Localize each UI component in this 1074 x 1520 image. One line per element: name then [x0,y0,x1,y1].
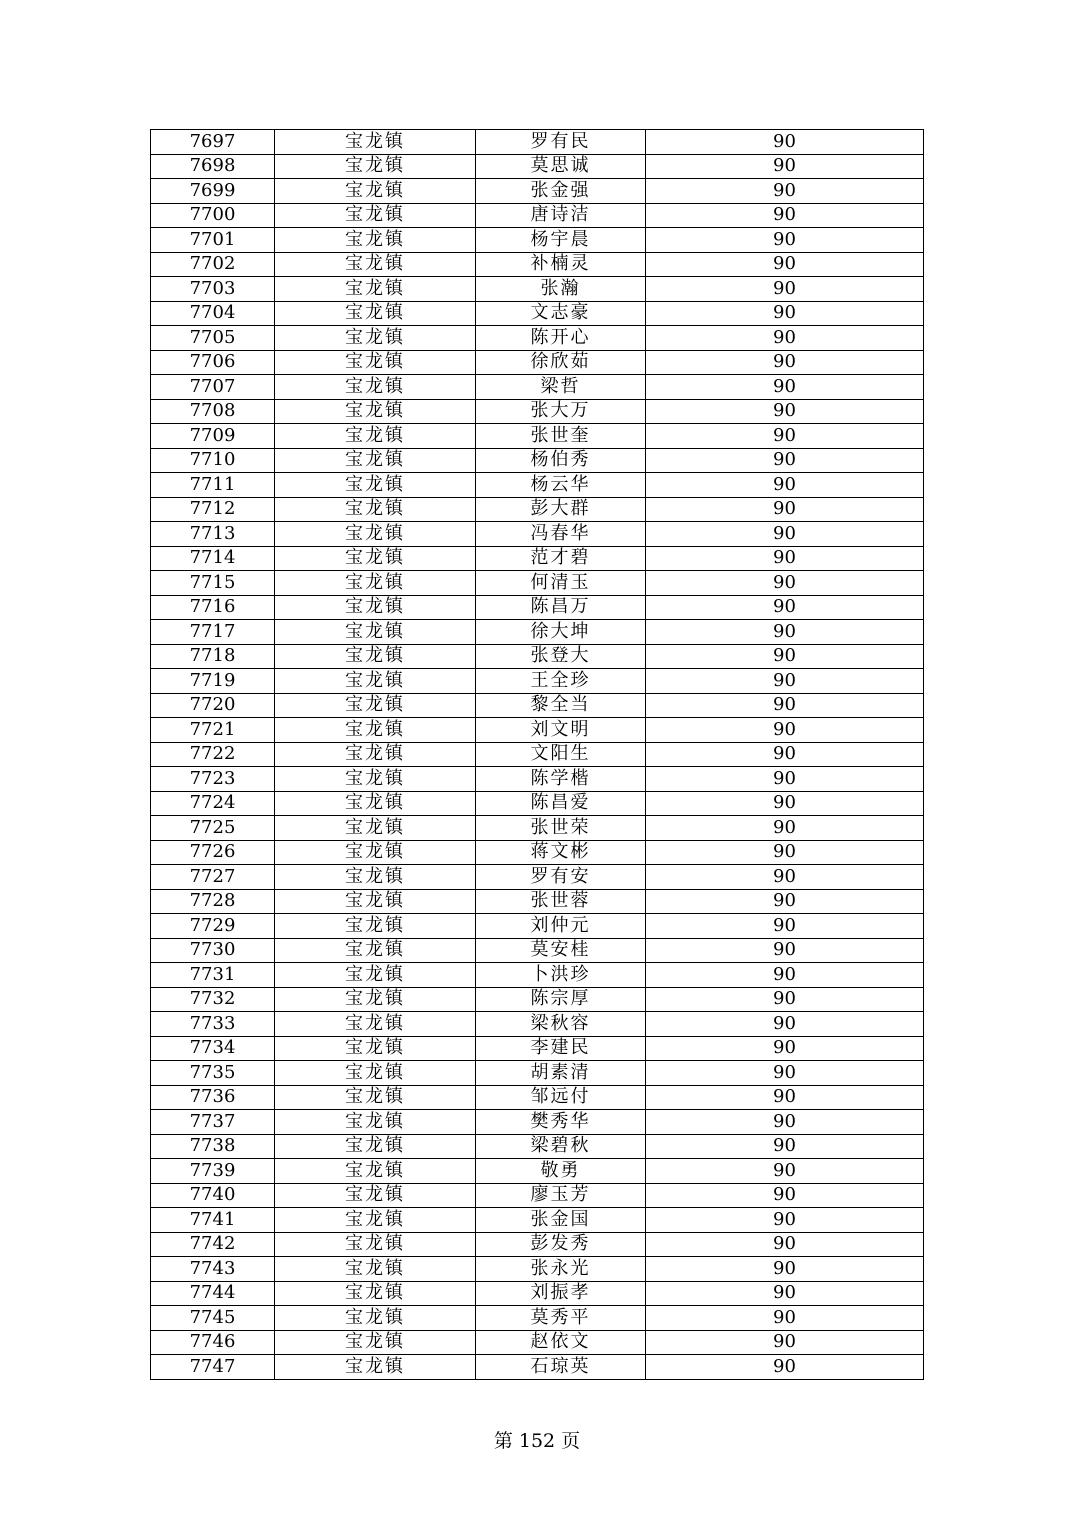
serial-number-cell: 7721 [151,718,275,743]
serial-number-cell: 7707 [151,375,275,400]
name-cell: 刘文明 [476,718,646,743]
town-cell: 宝龙镇 [275,1085,476,1110]
town-cell: 宝龙镇 [275,1306,476,1331]
serial-number-cell: 7700 [151,203,275,228]
table-row [151,546,924,571]
serial-number-cell: 7745 [151,1306,275,1331]
name-cell: 徐大坤 [476,620,646,645]
table-row [151,448,924,473]
name-cell: 陈昌万 [476,595,646,620]
serial-number-cell: 7729 [151,914,275,939]
serial-number-cell: 7738 [151,1134,275,1159]
amount-cell: 90 [646,1061,924,1086]
name-cell: 莫安桂 [476,938,646,963]
town-cell: 宝龙镇 [275,767,476,792]
amount-cell: 90 [646,620,924,645]
serial-number-cell: 7728 [151,889,275,914]
table-row [151,1257,924,1282]
name-cell: 刘振孝 [476,1281,646,1306]
amount-cell: 90 [646,963,924,988]
town-cell: 宝龙镇 [275,1134,476,1159]
amount-cell: 90 [646,1085,924,1110]
table-row [151,669,924,694]
town-cell: 宝龙镇 [275,399,476,424]
serial-number-cell: 7699 [151,179,275,204]
table-row [151,693,924,718]
amount-cell: 90 [646,791,924,816]
amount-cell: 90 [646,1257,924,1282]
name-cell: 张永光 [476,1257,646,1282]
town-cell: 宝龙镇 [275,228,476,253]
table-row [151,571,924,596]
amount-cell: 90 [646,1110,924,1135]
amount-cell: 90 [646,1208,924,1233]
town-cell: 宝龙镇 [275,1110,476,1135]
serial-number-cell: 7746 [151,1330,275,1355]
name-cell: 范才碧 [476,546,646,571]
town-cell: 宝龙镇 [275,669,476,694]
town-cell: 宝龙镇 [275,375,476,400]
table-row [151,203,924,228]
serial-number-cell: 7708 [151,399,275,424]
name-cell: 陈学楷 [476,767,646,792]
serial-number-cell: 7736 [151,1085,275,1110]
amount-cell: 90 [646,816,924,841]
name-cell: 冯春华 [476,522,646,547]
amount-cell: 90 [646,375,924,400]
page-number: 第 152 页 [493,1430,581,1452]
table-row [151,1159,924,1184]
serial-number-cell: 7719 [151,669,275,694]
town-cell: 宝龙镇 [275,620,476,645]
serial-number-cell: 7744 [151,1281,275,1306]
town-cell: 宝龙镇 [275,350,476,375]
serial-number-cell: 7704 [151,301,275,326]
serial-number-cell: 7743 [151,1257,275,1282]
records-table-body [151,130,924,1380]
table-row [151,963,924,988]
table-row [151,1330,924,1355]
town-cell: 宝龙镇 [275,130,476,155]
town-cell: 宝龙镇 [275,326,476,351]
town-cell: 宝龙镇 [275,473,476,498]
serial-number-cell: 7725 [151,816,275,841]
amount-cell: 90 [646,473,924,498]
town-cell: 宝龙镇 [275,203,476,228]
name-cell: 唐诗洁 [476,203,646,228]
amount-cell: 90 [646,987,924,1012]
amount-cell: 90 [646,130,924,155]
town-cell: 宝龙镇 [275,1232,476,1257]
serial-number-cell: 7705 [151,326,275,351]
town-cell: 宝龙镇 [275,301,476,326]
serial-number-cell: 7742 [151,1232,275,1257]
serial-number-cell: 7702 [151,252,275,277]
name-cell: 彭发秀 [476,1232,646,1257]
name-cell: 文阳生 [476,742,646,767]
name-cell: 张金国 [476,1208,646,1233]
amount-cell: 90 [646,914,924,939]
name-cell: 陈开心 [476,326,646,351]
name-cell: 敬勇 [476,1159,646,1184]
amount-cell: 90 [646,693,924,718]
amount-cell: 90 [646,546,924,571]
town-cell: 宝龙镇 [275,1036,476,1061]
town-cell: 宝龙镇 [275,1281,476,1306]
town-cell: 宝龙镇 [275,1183,476,1208]
serial-number-cell: 7723 [151,767,275,792]
town-cell: 宝龙镇 [275,914,476,939]
town-cell: 宝龙镇 [275,693,476,718]
town-cell: 宝龙镇 [275,522,476,547]
name-cell: 张金强 [476,179,646,204]
table-row [151,840,924,865]
name-cell: 李建民 [476,1036,646,1061]
serial-number-cell: 7716 [151,595,275,620]
table-row [151,1036,924,1061]
amount-cell: 90 [646,497,924,522]
town-cell: 宝龙镇 [275,865,476,890]
name-cell: 卜洪珍 [476,963,646,988]
town-cell: 宝龙镇 [275,1208,476,1233]
town-cell: 宝龙镇 [275,718,476,743]
town-cell: 宝龙镇 [275,963,476,988]
amount-cell: 90 [646,448,924,473]
amount-cell: 90 [646,350,924,375]
name-cell: 梁碧秋 [476,1134,646,1159]
name-cell: 莫秀平 [476,1306,646,1331]
table-row [151,424,924,449]
table-row [151,1232,924,1257]
table-row [151,865,924,890]
table-row [151,718,924,743]
town-cell: 宝龙镇 [275,1159,476,1184]
table-row [151,179,924,204]
town-cell: 宝龙镇 [275,1330,476,1355]
town-cell: 宝龙镇 [275,840,476,865]
amount-cell: 90 [646,767,924,792]
records-table [150,129,924,1380]
serial-number-cell: 7726 [151,840,275,865]
serial-number-cell: 7731 [151,963,275,988]
serial-number-cell: 7703 [151,277,275,302]
name-cell: 张瀚 [476,277,646,302]
amount-cell: 90 [646,424,924,449]
table-row [151,938,924,963]
name-cell: 张世蓉 [476,889,646,914]
serial-number-cell: 7730 [151,938,275,963]
serial-number-cell: 7737 [151,1110,275,1135]
name-cell: 罗有民 [476,130,646,155]
table-row [151,742,924,767]
amount-cell: 90 [646,840,924,865]
amount-cell: 90 [646,399,924,424]
table-row [151,399,924,424]
town-cell: 宝龙镇 [275,791,476,816]
name-cell: 张世荣 [476,816,646,841]
name-cell: 陈昌爱 [476,791,646,816]
serial-number-cell: 7698 [151,154,275,179]
amount-cell: 90 [646,277,924,302]
name-cell: 罗有安 [476,865,646,890]
serial-number-cell: 7715 [151,571,275,596]
name-cell: 王全珍 [476,669,646,694]
name-cell: 刘仲元 [476,914,646,939]
table-row [151,816,924,841]
name-cell: 梁秋容 [476,1012,646,1037]
table-row [151,595,924,620]
name-cell: 张登大 [476,644,646,669]
serial-number-cell: 7734 [151,1036,275,1061]
amount-cell: 90 [646,938,924,963]
amount-cell: 90 [646,644,924,669]
serial-number-cell: 7747 [151,1355,275,1380]
town-cell: 宝龙镇 [275,546,476,571]
name-cell: 何清玉 [476,571,646,596]
table-row [151,889,924,914]
amount-cell: 90 [646,595,924,620]
town-cell: 宝龙镇 [275,154,476,179]
name-cell: 胡素清 [476,1061,646,1086]
table-row [151,252,924,277]
town-cell: 宝龙镇 [275,252,476,277]
serial-number-cell: 7706 [151,350,275,375]
table-row [151,791,924,816]
table-row [151,497,924,522]
amount-cell: 90 [646,1183,924,1208]
town-cell: 宝龙镇 [275,644,476,669]
serial-number-cell: 7718 [151,644,275,669]
amount-cell: 90 [646,326,924,351]
table-row [151,644,924,669]
town-cell: 宝龙镇 [275,1257,476,1282]
serial-number-cell: 7714 [151,546,275,571]
table-row [151,987,924,1012]
amount-cell: 90 [646,865,924,890]
name-cell: 杨云华 [476,473,646,498]
amount-cell: 90 [646,1012,924,1037]
serial-number-cell: 7717 [151,620,275,645]
serial-number-cell: 7711 [151,473,275,498]
table-row [151,228,924,253]
name-cell: 文志豪 [476,301,646,326]
serial-number-cell: 7735 [151,1061,275,1086]
name-cell: 杨伯秀 [476,448,646,473]
table-row [151,154,924,179]
serial-number-cell: 7732 [151,987,275,1012]
table-row [151,620,924,645]
town-cell: 宝龙镇 [275,497,476,522]
name-cell: 黎全当 [476,693,646,718]
serial-number-cell: 7722 [151,742,275,767]
table-row [151,130,924,155]
town-cell: 宝龙镇 [275,742,476,767]
name-cell: 邹远付 [476,1085,646,1110]
table-row [151,473,924,498]
town-cell: 宝龙镇 [275,179,476,204]
town-cell: 宝龙镇 [275,889,476,914]
table-row [151,1183,924,1208]
amount-cell: 90 [646,889,924,914]
serial-number-cell: 7720 [151,693,275,718]
name-cell: 石琼英 [476,1355,646,1380]
name-cell: 赵依文 [476,1330,646,1355]
amount-cell: 90 [646,522,924,547]
amount-cell: 90 [646,669,924,694]
table-row [151,1355,924,1380]
serial-number-cell: 7739 [151,1159,275,1184]
amount-cell: 90 [646,154,924,179]
serial-number-cell: 7697 [151,130,275,155]
name-cell: 樊秀华 [476,1110,646,1135]
amount-cell: 90 [646,718,924,743]
amount-cell: 90 [646,179,924,204]
name-cell: 徐欣茹 [476,350,646,375]
table-row [151,1208,924,1233]
town-cell: 宝龙镇 [275,448,476,473]
name-cell: 梁哲 [476,375,646,400]
town-cell: 宝龙镇 [275,277,476,302]
town-cell: 宝龙镇 [275,816,476,841]
town-cell: 宝龙镇 [275,424,476,449]
table-row [151,277,924,302]
name-cell: 杨宇晨 [476,228,646,253]
town-cell: 宝龙镇 [275,1061,476,1086]
town-cell: 宝龙镇 [275,595,476,620]
table-row [151,914,924,939]
town-cell: 宝龙镇 [275,1012,476,1037]
name-cell: 张世奎 [476,424,646,449]
name-cell: 彭大群 [476,497,646,522]
amount-cell: 90 [646,1281,924,1306]
serial-number-cell: 7709 [151,424,275,449]
table-row [151,1061,924,1086]
town-cell: 宝龙镇 [275,571,476,596]
table-row [151,326,924,351]
amount-cell: 90 [646,742,924,767]
table-row [151,1110,924,1135]
table-row [151,767,924,792]
amount-cell: 90 [646,571,924,596]
amount-cell: 90 [646,1306,924,1331]
amount-cell: 90 [646,301,924,326]
table-row [151,1281,924,1306]
serial-number-cell: 7740 [151,1183,275,1208]
table-row [151,522,924,547]
serial-number-cell: 7733 [151,1012,275,1037]
table-row [151,301,924,326]
amount-cell: 90 [646,1134,924,1159]
table-row [151,350,924,375]
serial-number-cell: 7724 [151,791,275,816]
town-cell: 宝龙镇 [275,987,476,1012]
table-row [151,1306,924,1331]
name-cell: 张大万 [476,399,646,424]
amount-cell: 90 [646,228,924,253]
name-cell: 廖玉芳 [476,1183,646,1208]
amount-cell: 90 [646,252,924,277]
name-cell: 蒋文彬 [476,840,646,865]
name-cell: 莫思诚 [476,154,646,179]
town-cell: 宝龙镇 [275,1355,476,1380]
amount-cell: 90 [646,203,924,228]
serial-number-cell: 7713 [151,522,275,547]
serial-number-cell: 7741 [151,1208,275,1233]
name-cell: 补楠灵 [476,252,646,277]
town-cell: 宝龙镇 [275,938,476,963]
amount-cell: 90 [646,1330,924,1355]
table-row [151,1134,924,1159]
serial-number-cell: 7710 [151,448,275,473]
serial-number-cell: 7701 [151,228,275,253]
table-row [151,375,924,400]
amount-cell: 90 [646,1036,924,1061]
amount-cell: 90 [646,1355,924,1380]
table-row [151,1012,924,1037]
name-cell: 陈宗厚 [476,987,646,1012]
serial-number-cell: 7712 [151,497,275,522]
table-row [151,1085,924,1110]
amount-cell: 90 [646,1232,924,1257]
serial-number-cell: 7727 [151,865,275,890]
amount-cell: 90 [646,1159,924,1184]
